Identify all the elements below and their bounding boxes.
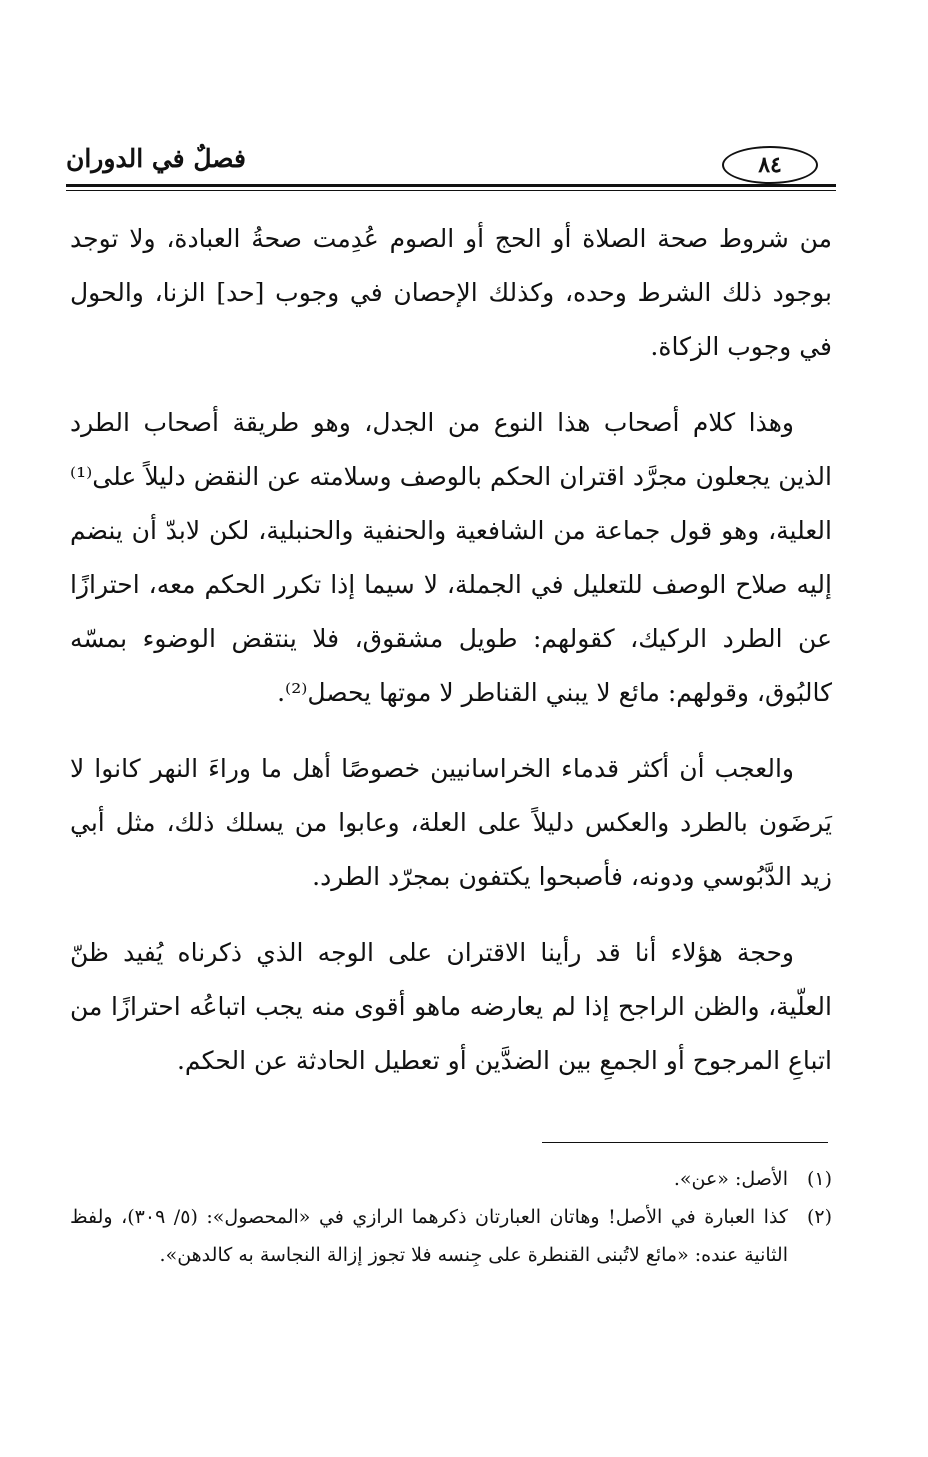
main-text (70, 212, 832, 1110)
running-title: فصلٌ في الدوران (66, 144, 246, 173)
header-rule-thick (66, 184, 836, 187)
page-number-badge (722, 146, 818, 184)
footnote-number: (١) (806, 1168, 832, 1190)
paragraph-4: وحجة هؤلاء أنا قد رأينا الاقتران على الوجه الذي ذكرناه يُفيد ظنّ العلّية، والظن الراجح إذا لم يعارضه ماهو أقوى منه يجب اتباعُه احترازًا من اتباعِ المرجوح أو الجمعِ بين الضدَّين أو تعطيل الحادثة عن الحكم. (70, 938, 832, 1075)
footnote-text: الأصل: «عن». (673, 1168, 788, 1190)
footnote-number: (٢) (806, 1206, 832, 1228)
footnote-text: كذا العبارة في الأصل! وهاتان العبارتان ذكرهما الرازي في «المحصول»: (٥/ ٣٠٩)، ولفظ الثانية عنده: «مائع لاتُبنى القنطرة على جِنسه فلا تجوز إزالة النجاسة به كالدهن». (70, 1206, 788, 1266)
paragraph-2: وهذا كلام أصحاب هذا النوع من الجدل، وهو طريقة أصحاب الطرد الذين يجعلون مجرَّد اقتران الحكم بالوصف وسلامته عن النقض دليلاً على⁽¹⁾ العلية، وهو قول جماعة من الشافعية والحنفية والحنبلية، لكن لابدّ أن ينضم إليه صلاح الوصف للتعليل في الجملة، لا سيما إذا تكرر الحكم معه، احترازًا عن الطرد الركيك، كقولهم: طويل مشقوق، فلا ينتقض الوضوء بمسّه كالبُوق، وقولهم: مائع لا يبني القناطر لا موتها يحصل⁽²⁾. (70, 408, 832, 707)
header-rule-thin (66, 190, 836, 191)
footnote-2 (70, 1198, 832, 1274)
footnotes (70, 1160, 832, 1274)
footnote-separator (542, 1142, 828, 1143)
page-number: ٨٤ (758, 152, 782, 178)
paragraph-1: من شروط صحة الصلاة أو الحج أو الصوم عُدِمت صحةُ العبادة، ولا توجد بوجود ذلك الشرط وحده، وكذلك الإحصان في وجوب [حد] الزنا، والحول في وجوب الزكاة. (70, 224, 832, 361)
footnote-1 (70, 1160, 832, 1198)
paragraph-3: والعجب أن أكثر قدماء الخراسانيين خصوصًا أهل ما وراءَ النهر كانوا لا يَرضَون بالطرد والعكس دليلاً على العلة، وعابوا من يسلك ذلك، مثل أبي زيد الدَّبُوسي ودونه، فأصبحوا يكتفون بمجرّد الطرد. (70, 754, 832, 891)
